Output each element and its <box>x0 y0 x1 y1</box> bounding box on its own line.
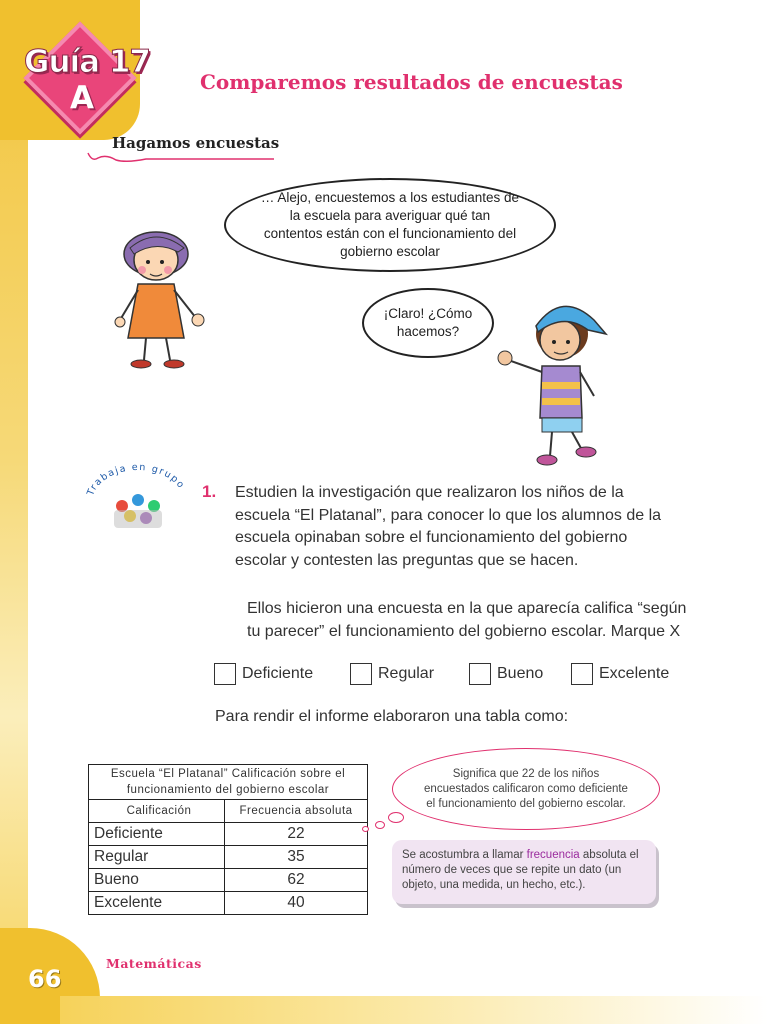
guide-letter: A <box>70 80 94 116</box>
frequency-table <box>88 764 368 915</box>
row-value: 40 <box>225 892 368 915</box>
option-regular[interactable] <box>350 663 434 685</box>
thought-bubble <box>392 748 660 830</box>
thought-text: Significa que 22 de los niños encuestados calificaron como deficiente el funcionamiento del gobierno escolar. <box>424 767 628 810</box>
table-row <box>89 869 368 892</box>
checkbox-bueno[interactable] <box>469 663 491 685</box>
option-label: Deficiente <box>242 665 314 682</box>
table-row <box>89 846 368 869</box>
thought-dot-icon <box>362 826 369 832</box>
note-text-after: absoluta el número de veces que se repite un dato (un objeto, una medida, un hecho, etc.). <box>402 849 639 891</box>
checkbox-regular[interactable] <box>350 663 372 685</box>
table-row <box>89 892 368 915</box>
note-text-before: Se acostumbra a llamar <box>402 849 527 861</box>
row-label: Bueno <box>89 869 225 892</box>
option-excelente[interactable] <box>571 663 669 685</box>
row-label: Excelente <box>89 892 225 915</box>
column-header-frecuencia: Frecuencia absoluta <box>225 800 368 823</box>
group-work-badge <box>84 462 192 542</box>
option-deficiente[interactable] <box>214 663 313 685</box>
row-value: 22 <box>225 823 368 846</box>
group-work-icon <box>84 462 192 542</box>
table-caption: Escuela “El Platanal” Calificación sobre el funcionamiento del gobierno escolar <box>89 765 368 800</box>
bottom-border-band <box>60 996 768 1024</box>
option-label: Regular <box>378 665 435 682</box>
option-label: Bueno <box>497 665 544 682</box>
column-header-calificacion: Calificación <box>89 800 225 823</box>
section-underline-icon <box>86 150 276 164</box>
thought-dot-icon <box>388 812 404 823</box>
activity-instructions: Estudien la investigación que realizaron los niños de la escuela “El Platanal”, para conocer lo que los alumnos de la escuela opinaban sobre el funcionamiento del gobierno escolar y contesten las preguntas que se hacen. <box>235 484 662 569</box>
girl-speech-text: … Alejo, encuestemos a los estudiantes de la escuela para averiguar qué tan contentos están con el funcionamiento del gobierno escolar <box>260 190 520 259</box>
definition-note <box>392 840 656 904</box>
row-label: Regular <box>89 846 225 869</box>
girl-speech-bubble <box>224 178 556 272</box>
option-bueno[interactable] <box>469 663 543 685</box>
option-label: Excelente <box>599 665 670 682</box>
checkbox-excelente[interactable] <box>571 663 593 685</box>
row-label: Deficiente <box>89 823 225 846</box>
report-intro: Para rendir el informe elaboraron una tabla como: <box>215 708 569 725</box>
subject-label: Matemáticas <box>106 956 202 971</box>
girl-illustration-icon <box>108 218 218 378</box>
boy-speech-text: ¡Claro! ¿Cómo hacemos? <box>383 306 473 339</box>
checkbox-deficiente[interactable] <box>214 663 236 685</box>
row-value: 62 <box>225 869 368 892</box>
table-row <box>89 823 368 846</box>
guide-label: Guía 17 <box>24 44 150 80</box>
thought-dot-icon <box>375 821 385 829</box>
page-number: 66 <box>28 965 62 993</box>
group-work-label: Trabaja en grupo <box>85 462 187 498</box>
left-border-band <box>0 0 28 1024</box>
svg-text:Trabaja en grupo <box>85 462 187 498</box>
note-highlight: frecuencia <box>526 849 580 861</box>
survey-description: Ellos hicieron una encuesta en la que aparecía califica “según tu parecer” el funcionamiento del gobierno escolar. Marque X <box>247 600 687 640</box>
page-title: Comparemos resultados de encuestas <box>200 70 623 94</box>
boy-speech-bubble <box>362 288 494 358</box>
section-title: Hagamos encuestas <box>112 134 280 152</box>
boy-illustration-icon <box>492 290 612 475</box>
row-value: 35 <box>225 846 368 869</box>
activity-number: 1. <box>202 482 217 501</box>
